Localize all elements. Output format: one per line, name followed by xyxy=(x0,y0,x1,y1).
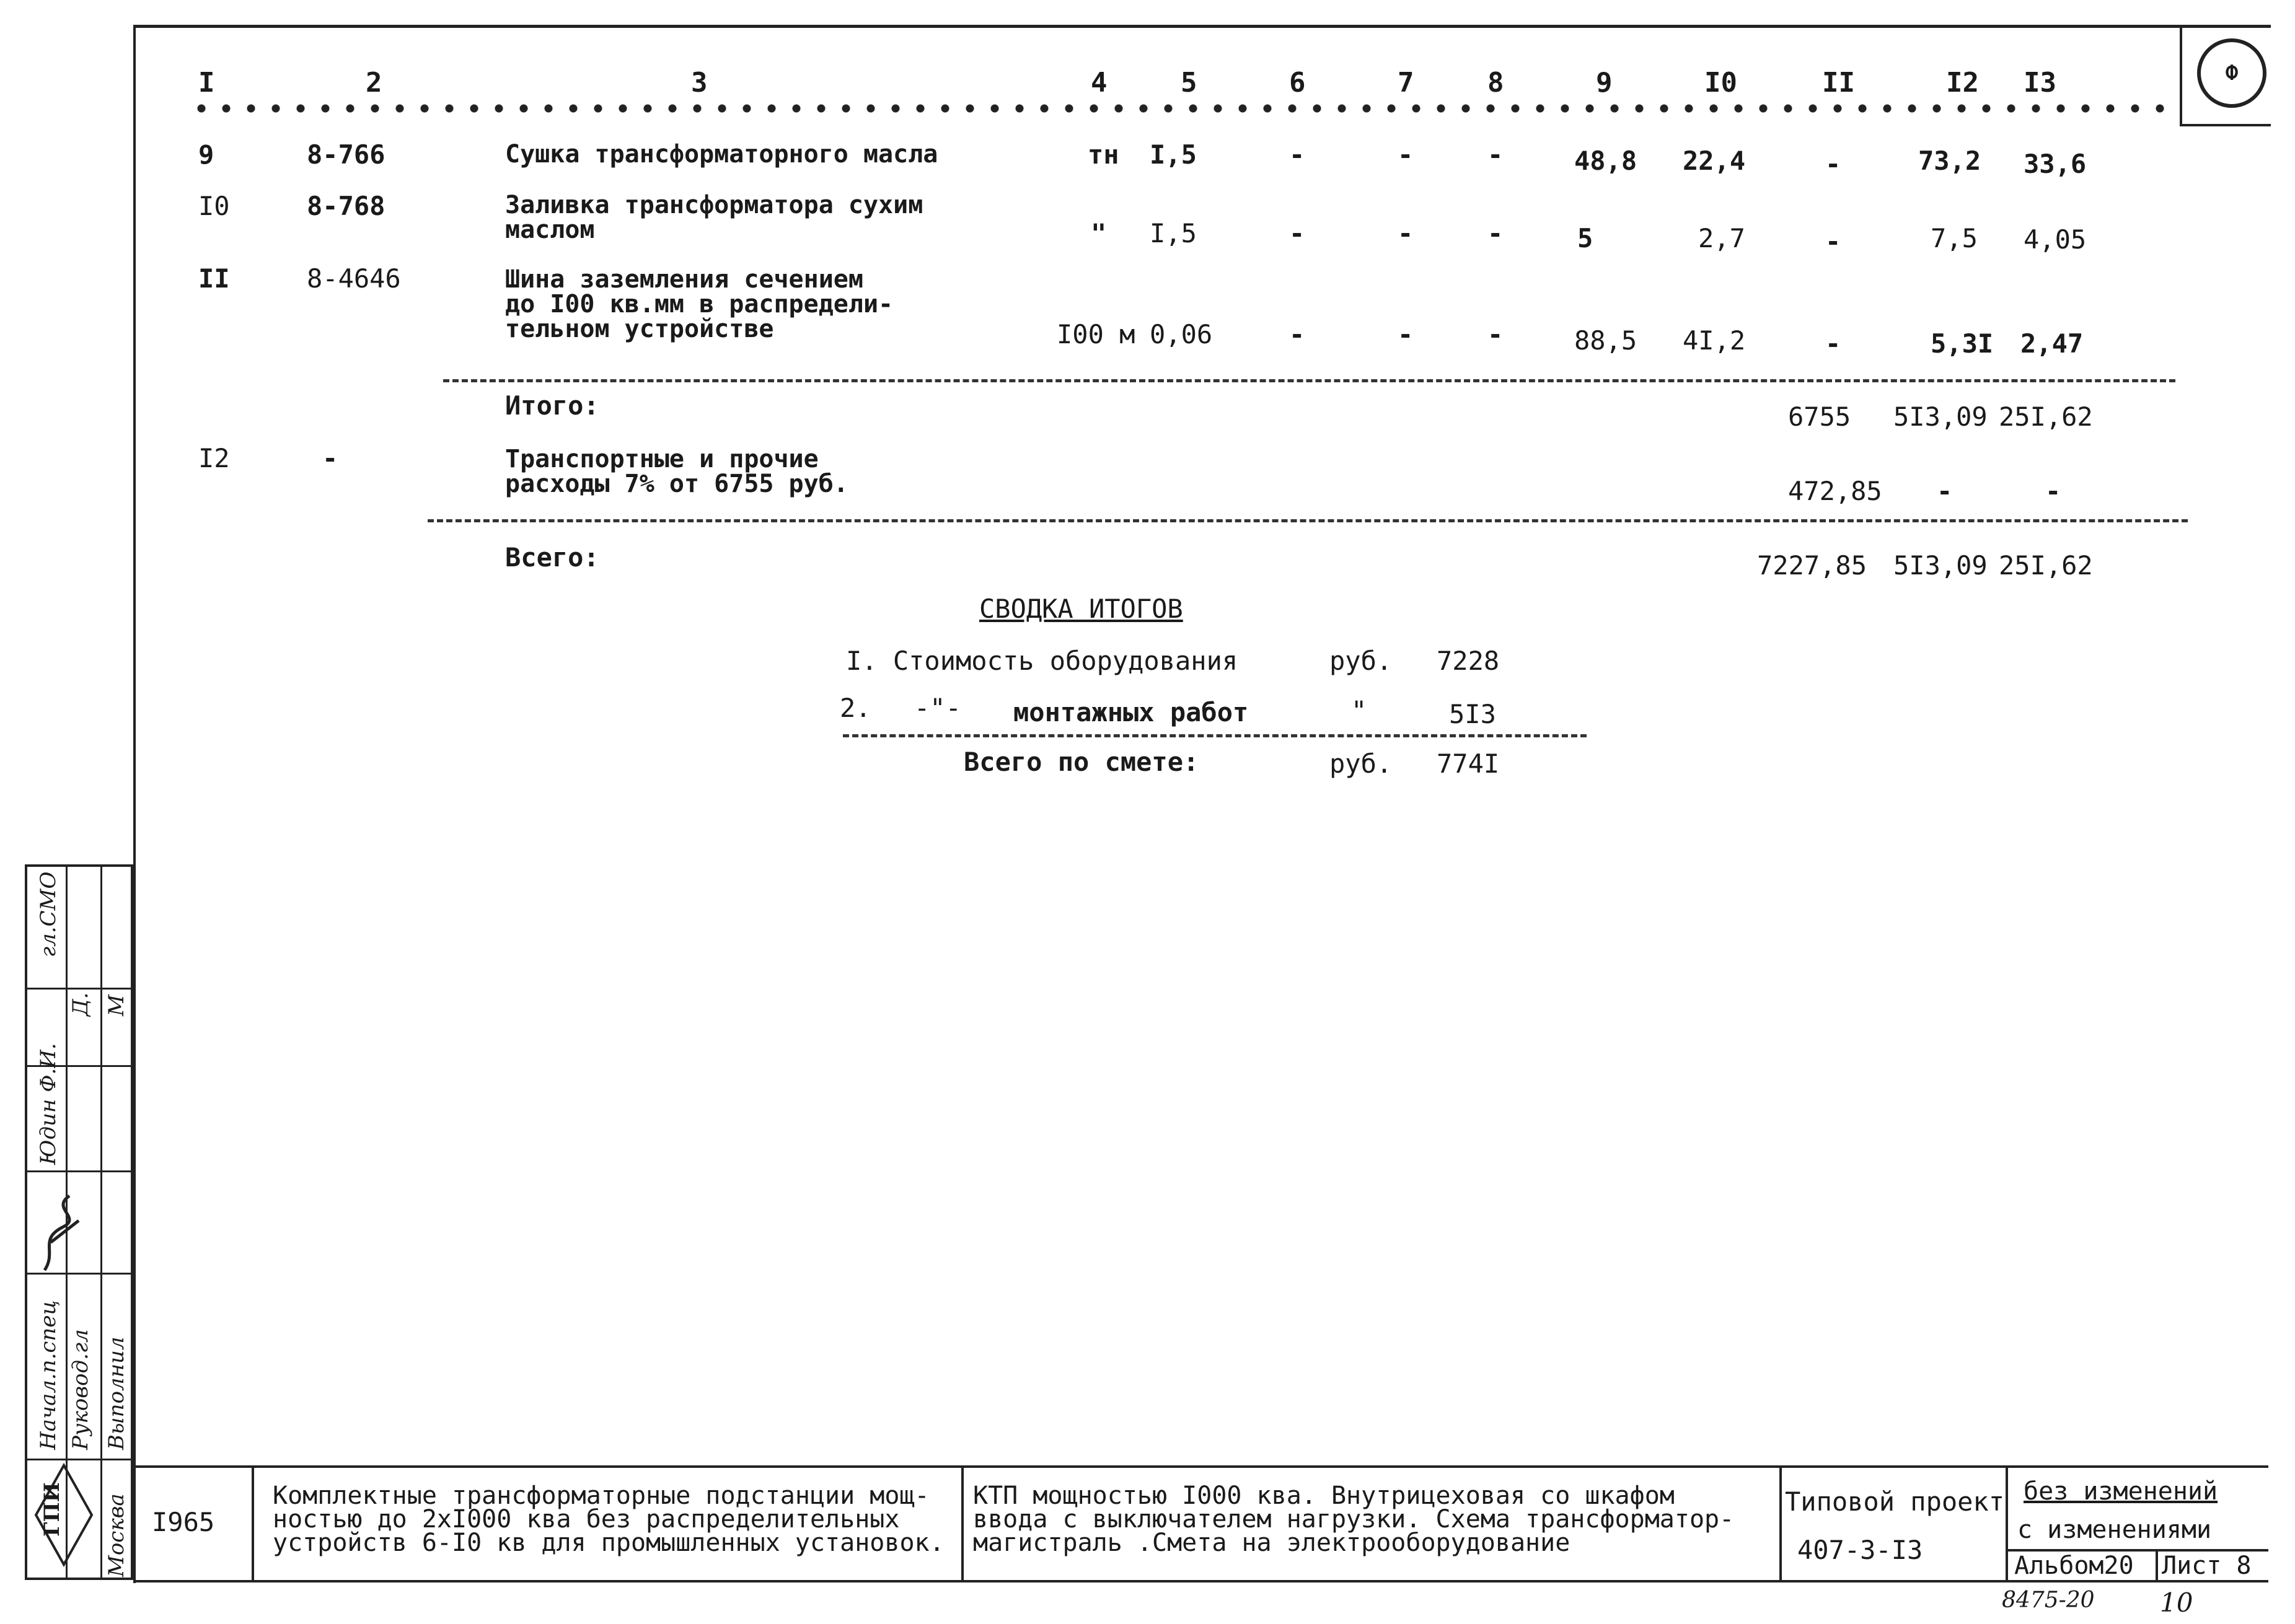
strip-mark-2: Д. xyxy=(68,992,93,1016)
row-10-c7: - xyxy=(1398,218,1414,248)
itogo-c13: 25I,62 xyxy=(1999,402,2093,432)
vsego-dashed-rule xyxy=(428,519,2188,522)
row-10-qty: I,5 xyxy=(1150,218,1197,248)
row-10-num: I0 xyxy=(198,191,230,221)
row-9-code: 8-766 xyxy=(307,139,385,170)
title-no-changes: без изменений xyxy=(2024,1477,2218,1506)
row-10-c13: 4,05 xyxy=(2024,224,2087,255)
summary-line1-label: I. Стоимость оборудования xyxy=(846,646,1238,676)
strip-name-1: Юдин Ф.И. xyxy=(36,1043,61,1165)
title-desc2-line2: ввода с выключателем нагрузки. Схема трансформатор- xyxy=(973,1505,1735,1534)
itogo-label: Итого: xyxy=(505,390,599,421)
row-11-unit: I00 м xyxy=(1057,319,1135,349)
title-below-code: 8475-20 xyxy=(2002,1587,2095,1613)
row-11-c6: - xyxy=(1289,319,1305,349)
summary-dashed-rule xyxy=(843,734,1587,737)
row-10-c12: 7,5 xyxy=(1931,223,1978,253)
col-header-10: I0 xyxy=(1704,67,1737,99)
gpi-logo-text: ГПИ xyxy=(40,1482,64,1537)
row-11-qty: 0,06 xyxy=(1150,319,1213,349)
row-9-unit: тн xyxy=(1088,139,1119,170)
col-header-13: I3 xyxy=(2024,67,2056,99)
col-header-7: 7 xyxy=(1398,67,1414,99)
row-12-code: - xyxy=(322,443,338,473)
col-header-12: I2 xyxy=(1946,67,1979,99)
row-9-c7: - xyxy=(1398,139,1414,170)
summary-line1-value: 7228 xyxy=(1437,646,1500,676)
row-12-desc-2: расходы 7% от 6755 руб. xyxy=(505,470,848,498)
row-10-c6: - xyxy=(1289,218,1305,248)
col-header-2: 2 xyxy=(366,67,382,99)
col-header-9: 9 xyxy=(1596,67,1613,99)
row-12-num: I2 xyxy=(198,443,230,473)
vsego-c12: 5I3,09 xyxy=(1893,550,1988,581)
title-sheet: Лист 8 xyxy=(2162,1552,2252,1580)
title-with-changes: с изменениями xyxy=(2017,1516,2212,1544)
title-album: Альбом20 xyxy=(2014,1552,2134,1580)
row-9-c8: - xyxy=(1487,139,1504,170)
strip-mark-3: М xyxy=(104,994,129,1016)
row-9-c9: 48,8 xyxy=(1574,146,1637,176)
row-11-c7: - xyxy=(1398,319,1414,349)
row-10-desc-1: Заливка трансформатора сухим xyxy=(505,191,923,219)
row-11-c10: 4I,2 xyxy=(1683,325,1746,356)
summary-line1-unit: руб. xyxy=(1329,646,1393,676)
title-project-no: 407-3-I3 xyxy=(1797,1535,1923,1565)
row-9-num: 9 xyxy=(198,139,214,170)
strip-mark-1: гл.СМО xyxy=(36,871,61,957)
summary-line2-ditto: -"- xyxy=(914,693,961,723)
row-11-code: 8-4646 xyxy=(307,263,401,294)
row-10-desc-2: маслом xyxy=(505,216,595,244)
row-9-c13: 33,6 xyxy=(2024,149,2087,179)
row-10-c8: - xyxy=(1487,218,1504,248)
row-11-desc-3: тельном устройстве xyxy=(505,315,774,343)
summary-line2-label: монтажных работ xyxy=(1013,697,1249,727)
col-header-4: 4 xyxy=(1091,67,1108,99)
title-desc1-line3: устройств 6-I0 кв для промышленных установок. xyxy=(273,1529,945,1557)
row-9-c6: - xyxy=(1289,139,1305,170)
col-header-1: I xyxy=(198,67,215,99)
itogo-c11: 6755 xyxy=(1788,402,1851,432)
sheet-frame xyxy=(133,25,2271,1583)
row-11-c8: - xyxy=(1487,319,1504,349)
title-desc1-line2: ностью до 2хI000 ква без распределительных xyxy=(273,1505,900,1534)
row-11-desc-1: Шина заземления сечением xyxy=(505,265,863,294)
row-12-c13: - xyxy=(2045,476,2061,506)
title-year: I965 xyxy=(152,1507,215,1537)
itogo-c12: 5I3,09 xyxy=(1893,402,1988,432)
summary-line2-value: 5I3 xyxy=(1449,699,1496,729)
col-header-5: 5 xyxy=(1181,67,1197,99)
col-header-3: 3 xyxy=(691,67,708,99)
strip-role-1: Начал.п.спец xyxy=(36,1300,61,1450)
title-project-label: Типовой проект xyxy=(1785,1486,2005,1517)
summary-total-label: Всего по смете: xyxy=(964,747,1199,777)
row-10-code: 8-768 xyxy=(307,191,385,221)
title-desc2-line1: КТП мощностью I000 ква. Внутрицеховая со шкафом xyxy=(973,1481,1675,1510)
row-9-c11: - xyxy=(1825,149,1841,179)
vsego-c11: 7227,85 xyxy=(1757,550,1867,581)
row-11-desc-2: до I00 кв.мм в распредели- xyxy=(505,290,894,318)
summary-total-value: 774I xyxy=(1437,748,1500,779)
itogo-dashed-rule xyxy=(443,379,2175,382)
col-header-11: II xyxy=(1822,67,1855,99)
page-number: 10 xyxy=(2160,1587,2193,1618)
signature-mark xyxy=(32,1183,88,1276)
vsego-c13: 25I,62 xyxy=(1999,550,2093,581)
row-11-num: II xyxy=(198,263,230,294)
row-9-c12: 73,2 xyxy=(1918,146,1981,176)
row-11-c12: 5,3I xyxy=(1931,328,1994,359)
row-9-desc-1: Сушка трансформаторного масла xyxy=(505,140,938,169)
row-10-unit: " xyxy=(1091,218,1107,248)
summary-title: СВОДКА ИТОГОВ xyxy=(979,594,1183,624)
title-desc1-line1: Комплектные трансформаторные подстанции мощ- xyxy=(273,1481,930,1510)
row-12-desc-1: Транспортные и прочие xyxy=(505,445,819,473)
row-11-c13: 2,47 xyxy=(2020,328,2084,359)
row-9-qty: I,5 xyxy=(1150,139,1197,170)
strip-role-3: Выполнил xyxy=(104,1337,129,1450)
row-10-c10: 2,7 xyxy=(1698,223,1745,253)
strip-role-2: Руковод.гл xyxy=(68,1329,93,1450)
row-10-c11: - xyxy=(1825,226,1841,257)
title-desc2-line3: магистраль .Смета на электрооборудование xyxy=(973,1529,1570,1557)
summary-line2-num: 2. xyxy=(840,693,871,723)
summary-line2-unit: " xyxy=(1351,695,1367,726)
row-12-c12: - xyxy=(1937,476,1953,506)
summary-total-unit: руб. xyxy=(1329,748,1393,779)
row-12-c11: 472,85 xyxy=(1788,476,1882,506)
stamp-circle: Ф xyxy=(2197,38,2266,108)
row-10-c9: 5 xyxy=(1577,223,1593,253)
vsego-label: Всего: xyxy=(505,542,599,573)
row-11-c11: - xyxy=(1825,328,1841,359)
strip-city: Москва xyxy=(104,1493,129,1577)
header-dotted-rule xyxy=(189,104,2172,113)
col-header-6: 6 xyxy=(1289,67,1306,99)
row-11-c9: 88,5 xyxy=(1574,325,1637,356)
col-header-8: 8 xyxy=(1487,67,1504,99)
row-9-c10: 22,4 xyxy=(1683,146,1746,176)
